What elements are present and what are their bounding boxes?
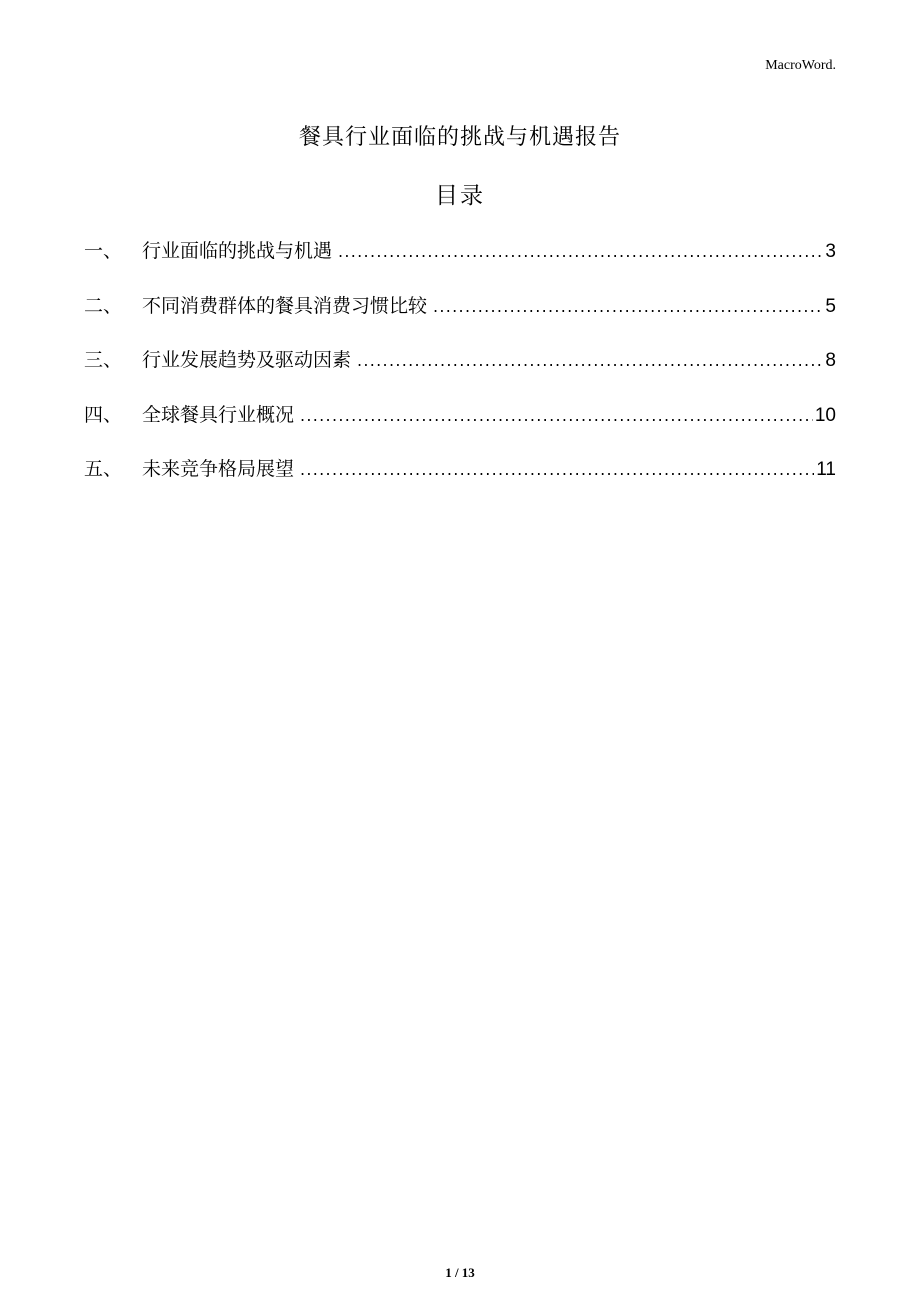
toc-entry-title: 行业面临的挑战与机遇 (142, 240, 333, 262)
toc-entry-page: 8 (825, 350, 836, 371)
toc-entry-number: 三、 (84, 349, 123, 371)
toc-entry-4[interactable] (84, 400, 836, 455)
toc-entry-number: 四、 (84, 403, 123, 426)
toc-dot-leader (338, 242, 823, 261)
toc-entry-number: 二、 (84, 294, 123, 317)
toc-dot-leader (433, 297, 823, 316)
page-number: 1 / 13 (445, 1265, 475, 1280)
document-title: 餐具行业面临的挑战与机遇报告 (298, 125, 621, 150)
toc-dot-leader (300, 406, 813, 425)
toc-entry-title: 全球餐具行业概况 (142, 403, 295, 426)
toc-entry-1[interactable] (84, 236, 836, 291)
toc-entry-title: 未来竞争格局展望 (142, 458, 295, 480)
toc-entry-page: 11 (816, 459, 836, 480)
toc-entry-number: 五、 (84, 458, 123, 480)
table-of-contents (84, 236, 836, 509)
toc-entry-title: 行业发展趋势及驱动因素 (142, 349, 352, 371)
toc-entry-number: 一、 (84, 240, 123, 262)
header-brand: MacroWord. (765, 58, 836, 73)
toc-entry-page: 3 (825, 241, 836, 262)
toc-entry-2[interactable] (84, 291, 836, 346)
toc-entry-title: 不同消费群体的餐具消费习惯比较 (142, 294, 428, 317)
toc-entry-page: 5 (825, 295, 836, 317)
toc-entry-5[interactable] (84, 454, 836, 509)
toc-entry-3[interactable] (84, 345, 836, 400)
toc-entry-page: 10 (814, 404, 836, 426)
toc-heading: 目录 (435, 183, 485, 209)
toc-dot-leader (300, 460, 814, 479)
toc-dot-leader (357, 351, 823, 370)
